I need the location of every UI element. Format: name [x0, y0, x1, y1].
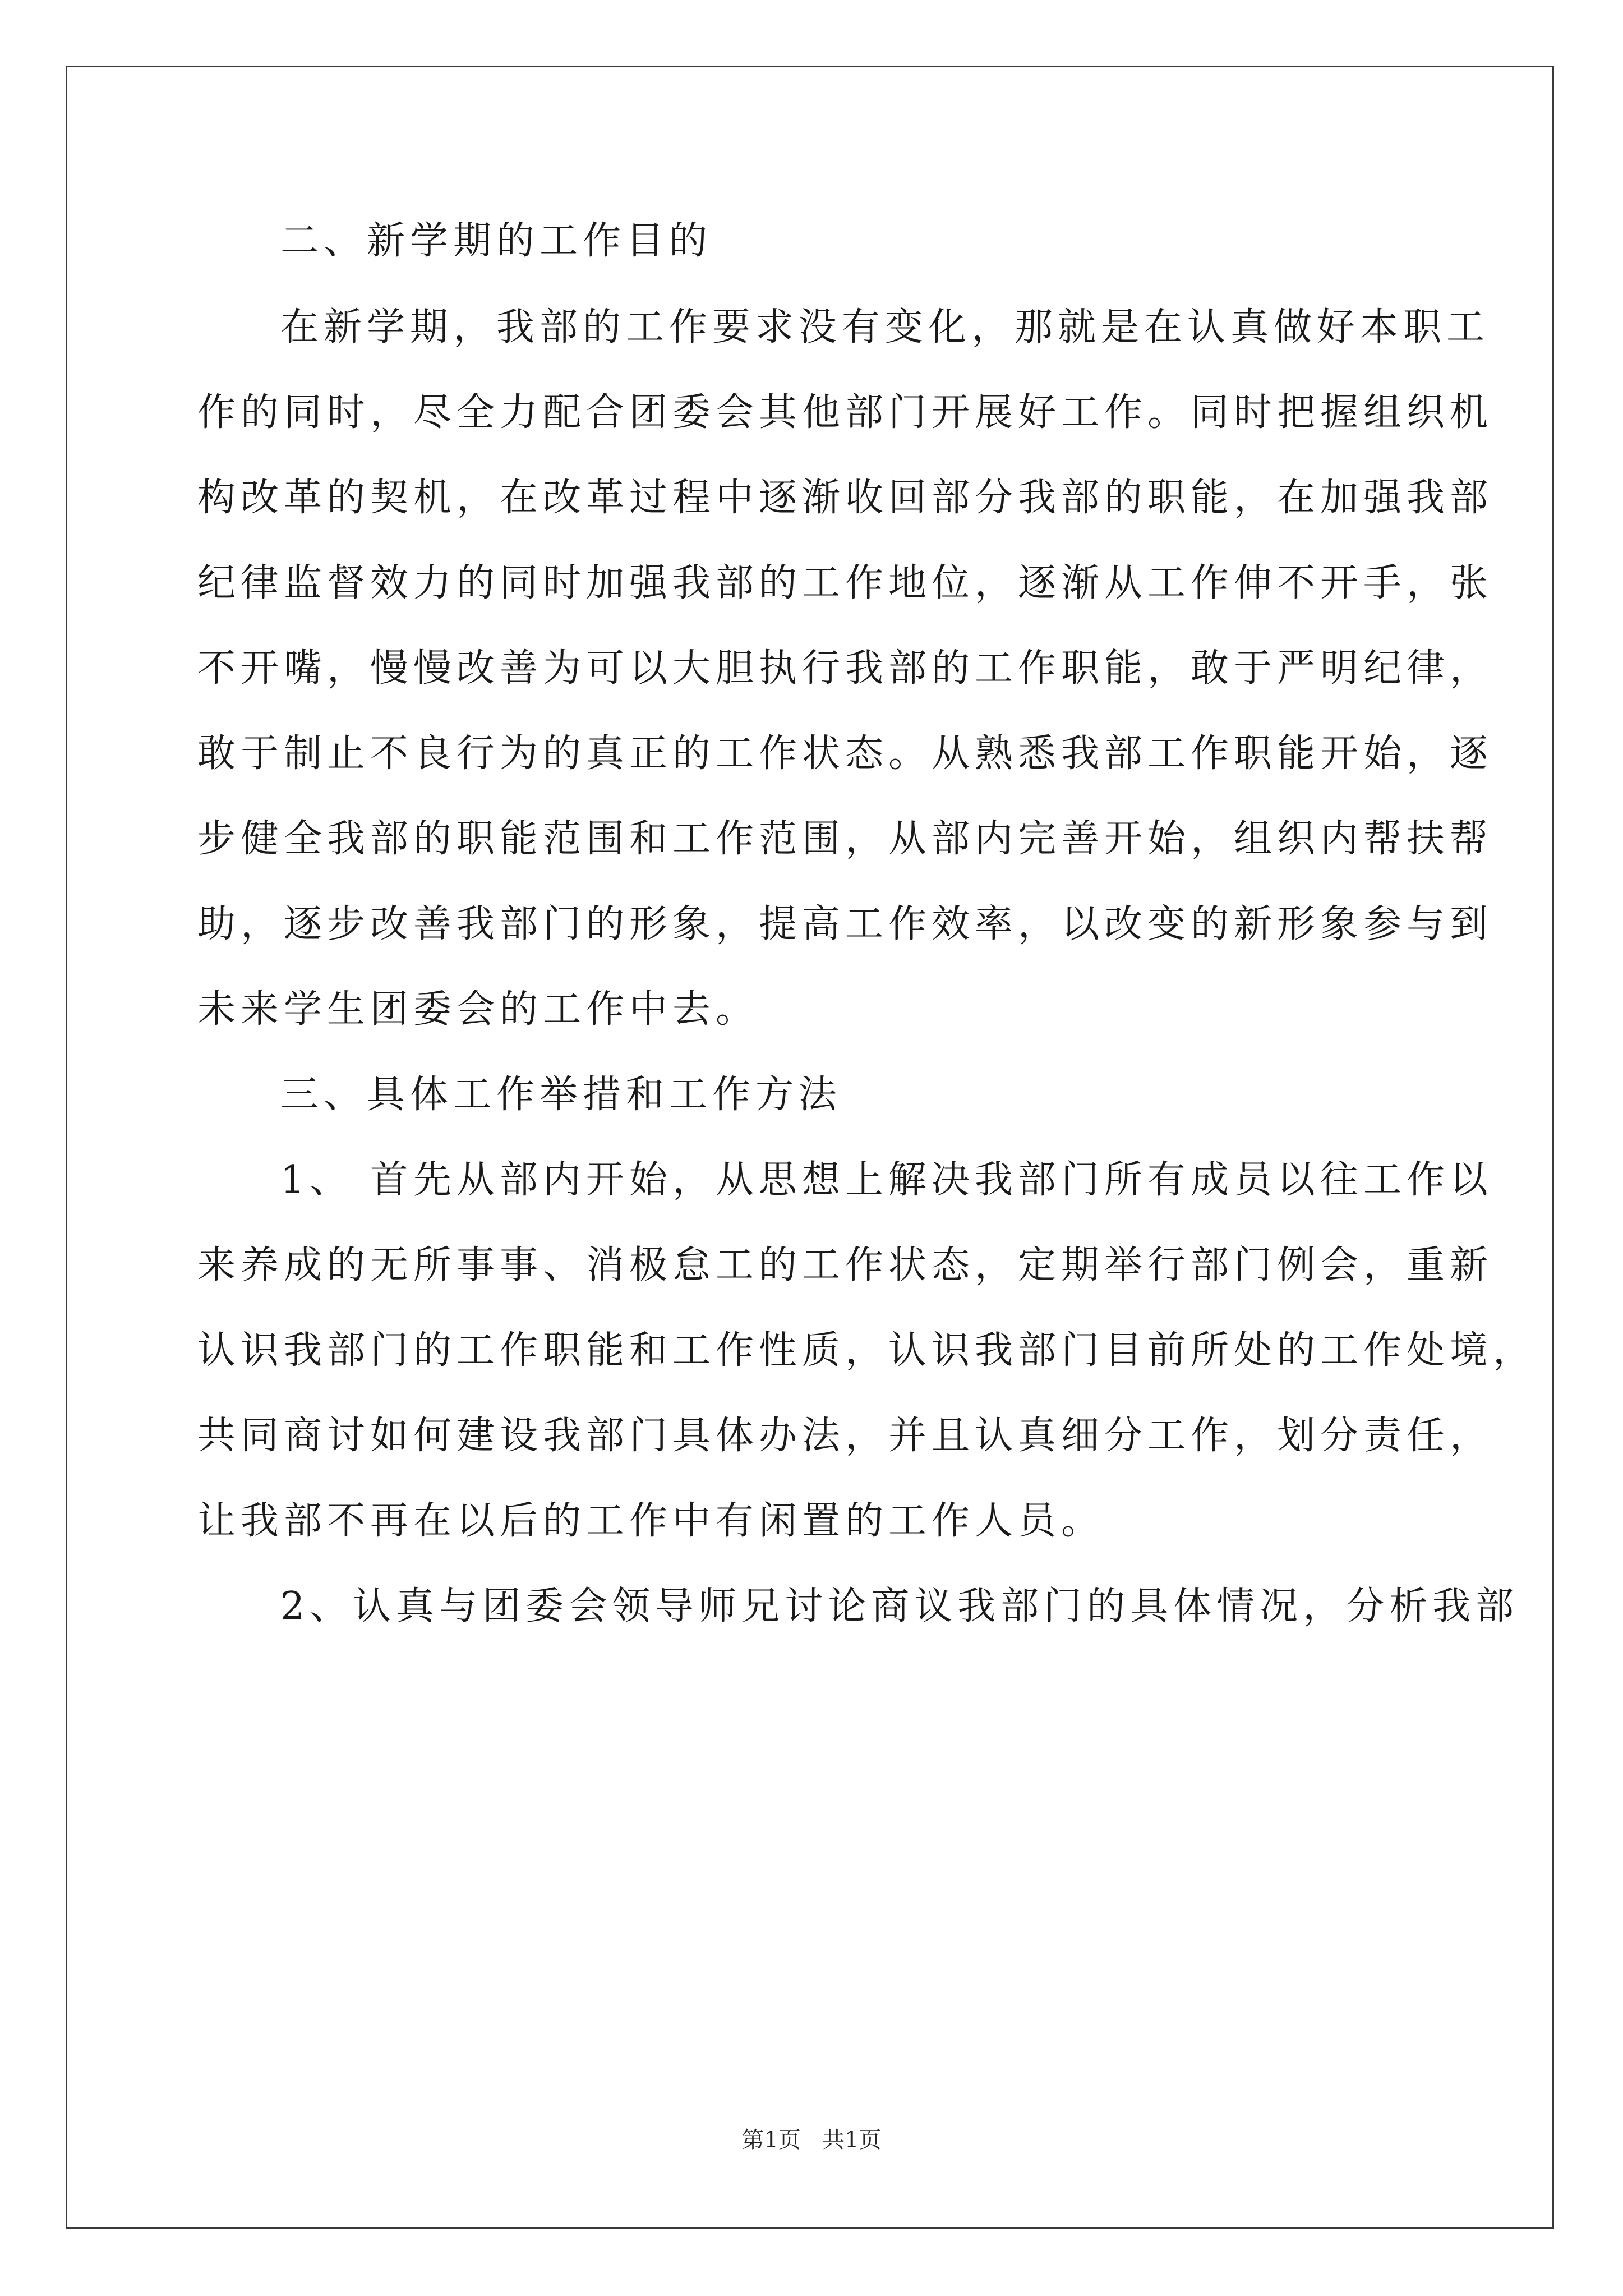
- paragraph-line: 2、认真与团委会领导师兄讨论商议我部门的具体情况，分析我部: [280, 1584, 1519, 1628]
- section-heading-2: 二、新学期的工作目的: [280, 219, 713, 263]
- paragraph-line: 让我部不再在以后的工作中有闲置的工作人员。: [197, 1499, 1105, 1543]
- paragraph-line: 1、 首先从部内开始，从思想上解决我部门所有成员以往工作以: [280, 1158, 1493, 1202]
- paragraph-line: 作的同时，尽全力配合团委会其他部门开展好工作。同时把握组织机: [197, 390, 1493, 435]
- paragraph-line: 构改革的契机，在改革过程中逐渐收回部分我部的职能，在加强我部: [197, 476, 1493, 520]
- paragraph-line: 来养成的无所事事、消极怠工的工作状态，定期举行部门例会，重新: [197, 1243, 1493, 1287]
- paragraph-line: 助，逐步改善我部门的形象，提高工作效率，以改变的新形象参与到: [197, 902, 1493, 946]
- paragraph-line: 共同商讨如何建设我部门具体办法，并且认真细分工作，划分责任，: [197, 1414, 1493, 1458]
- paragraph-line: 敢于制止不良行为的真正的工作状态。从熟悉我部工作职能开始，逐: [197, 731, 1493, 776]
- page-number-footer: 第1页 共1页: [741, 2127, 882, 2153]
- paragraph-line: 步健全我部的职能范围和工作范围，从部内完善开始，组织内帮扶帮: [197, 817, 1493, 861]
- paragraph-line: 纪律监督效力的同时加强我部的工作地位，逐渐从工作伸不开手，张: [197, 561, 1493, 605]
- paragraph-line: 认识我部门的工作职能和工作性质，认识我部门目前所处的工作处境，: [197, 1328, 1537, 1373]
- paragraph-line: 在新学期，我部的工作要求没有变化，那就是在认真做好本职工: [280, 305, 1490, 349]
- paragraph-line: 不开嘴，慢慢改善为可以大胆执行我部的工作职能，敢于严明纪律，: [197, 646, 1493, 691]
- paragraph-line: 未来学生团委会的工作中去。: [197, 987, 759, 1032]
- section-heading-3: 三、具体工作举措和工作方法: [280, 1073, 842, 1117]
